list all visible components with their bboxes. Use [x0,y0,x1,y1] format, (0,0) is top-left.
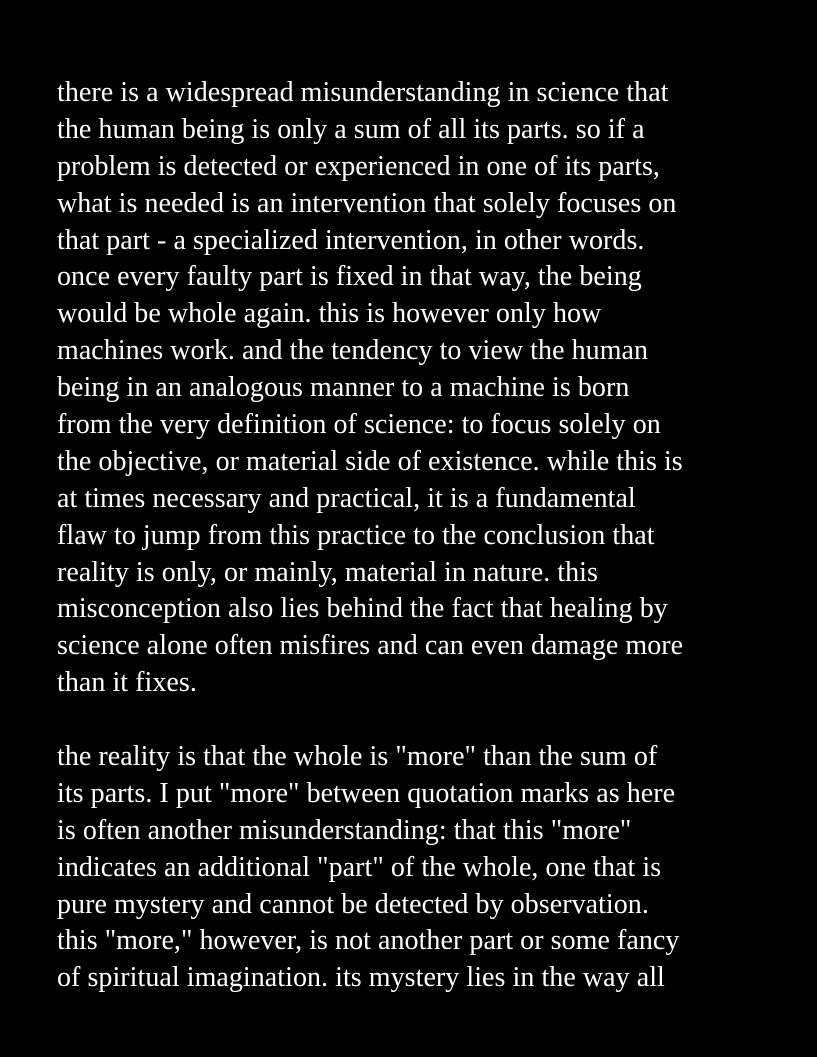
text-line: being in an analogous manner to a machine is born [57,372,630,404]
text-line: once every faulty part is fixed in that way, the being [57,261,642,293]
text-line: what is needed is an intervention that solely focuses on [57,187,677,219]
text-line: from the very definition of science: to focus solely on [57,409,661,441]
text-line: at times necessary and practical, it is a fundamental [57,482,636,514]
text-line: science alone often misfires and can even damage more [57,630,684,662]
text-line: the objective, or material side of existence. while this is [57,445,683,477]
text-line: would be whole again. this is however only how [57,298,602,330]
text-line: misconception also lies behind the fact that healing by [57,593,668,625]
text-line: pure mystery and cannot be detected by observation. [57,888,649,920]
text-line: the reality is that the whole is "more" than the sum of [57,741,658,773]
text-line: machines work. and the tendency to view the human [57,335,649,367]
paragraph-gap [57,702,797,739]
text-line: its parts. I put "more" between quotation marks as here [57,777,676,809]
text-line: there is a widespread misunderstanding in science that [57,77,669,108]
text-line: of spiritual imagination. its mystery lies in the way all [57,962,665,994]
text-line: reality is only, or mainly, material in nature. this [57,556,598,588]
text-body [57,75,797,997]
text-line: is often another misunderstanding: that this "more" [57,814,632,846]
text-line: that part - a specialized intervention, in other words. [57,224,645,256]
text-line: than it fixes. [57,667,197,699]
paragraph-1 [57,75,797,702]
text-line: this "more," however, is not another part or some fancy [57,925,680,957]
text-line: problem is detected or experienced in one of its parts, [57,150,660,182]
text-line: flaw to jump from this practice to the conclusion that [57,519,655,551]
text-line: the human being is only a sum of all its parts. so if a [57,113,645,145]
paragraph-2 [57,739,797,997]
text-line: indicates an additional "part" of the whole, one that is [57,851,662,883]
